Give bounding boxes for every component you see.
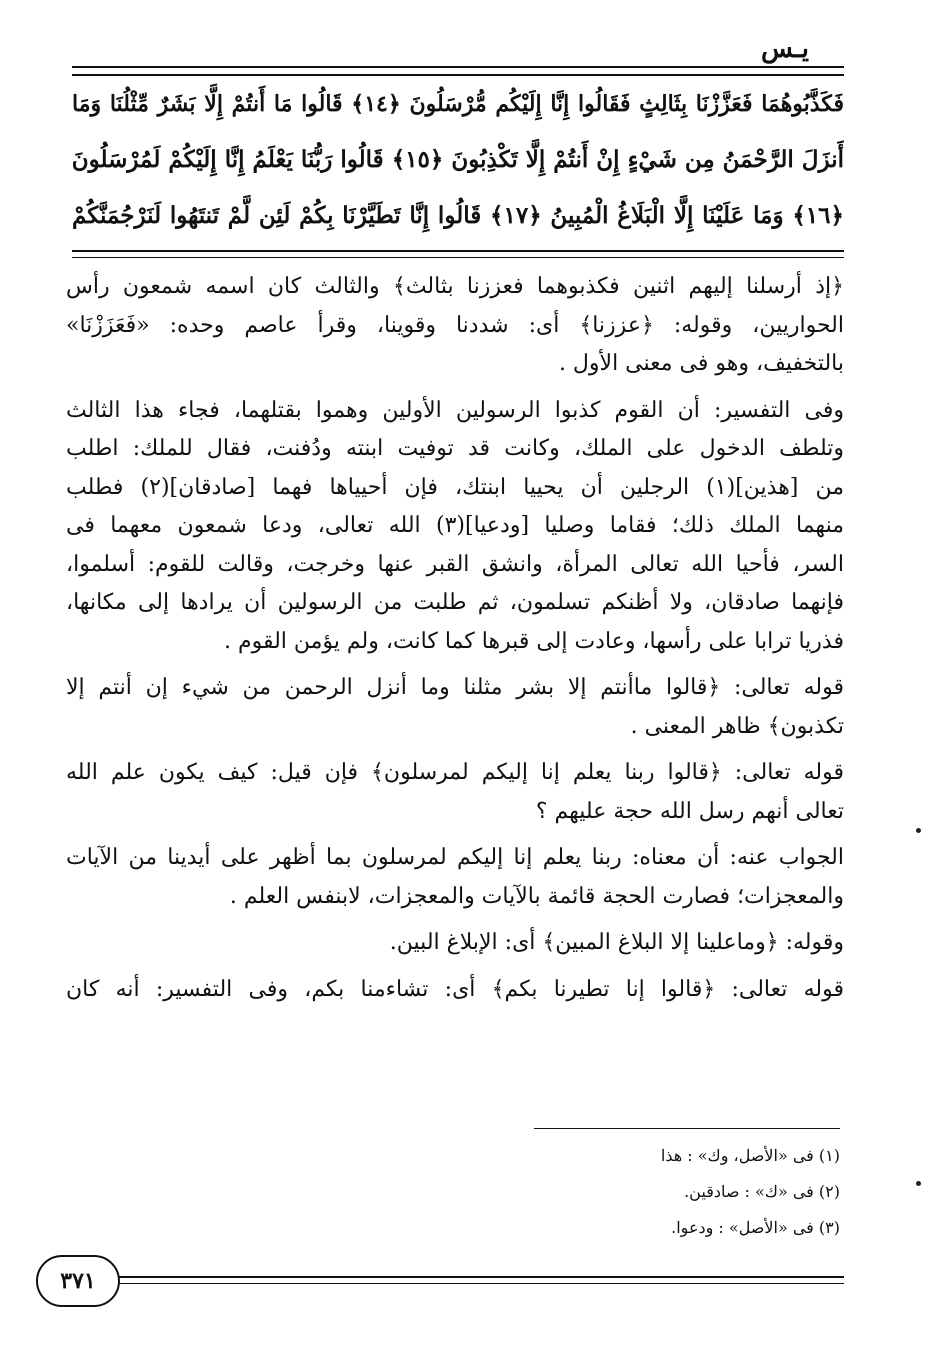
verses-separator-rule [72, 250, 844, 258]
commentary-paragraph [66, 971, 844, 1010]
quran-line: ﴿١٦﴾ وَمَا عَلَيْنَا إِلَّا الْبَلَاغُ الْمُبِينُ ﴿١٧﴾ قَالُوا إِنَّا تَطَيَّرْنَا بِكُمْ لَئِن لَّمْ تَنتَهُوا لَنَرْجُمَنَّكُمْ [72, 202, 844, 229]
scan-speck [916, 828, 921, 833]
text-line: والمعجزات؛ فصارت الحجة قائمة بالآيات والمعجزات، لابنفس العلم . [229, 883, 844, 909]
header-double-rule [72, 66, 844, 76]
footnote: (٢) فى «ك» : صادقين. [684, 1182, 840, 1201]
quran-verses-block [72, 76, 844, 244]
footnote-separator [534, 1128, 840, 1129]
scan-speck [916, 1181, 921, 1186]
footnote: (٣) فى «الأصل» : ودعوا. [671, 1218, 840, 1237]
text-line: فذريا ترابا على رأسها، وعادت إلى قبرها كما كانت، ولم يؤمن القوم . [223, 628, 844, 654]
text-line: الحواريين، وقوله: ﴿عززنا﴾ أى: شددنا وقوينا، وقرأ عاصم وحده: «فَعَزَزْنَا» [66, 312, 844, 338]
text-line: الجواب عنه: أن معناه: ربنا يعلم إنا إليكم لمرسلون بما أظهر على أيدينا من الآيات [66, 845, 844, 870]
surah-name-header: يـس [760, 34, 809, 64]
text-line: تعالى أنهم رسل الله حجة عليهم ؟ [535, 798, 844, 824]
text-line: بالتخفيف، وهو فى معنى الأول . [558, 351, 844, 376]
text-line: منهما الملك ذلك؛ فقاما وصليا [ودعيا](٣) الله تعالى، ودعا شمعون معهما فى [66, 513, 844, 538]
commentary-paragraph [66, 392, 844, 662]
footnotes-block [500, 1138, 840, 1246]
commentary-paragraph [66, 754, 844, 831]
commentary-paragraph [66, 669, 844, 746]
text-line: قوله تعالى: ﴿قالوا ماأنتم إلا بشر مثلنا وما أنزل الرحمن من شيء إن أنتم إلا [66, 675, 844, 700]
text-line: فإنهما صادقان، ولا أظنكم تسلمون، ثم طلبت من الرسولين أن يرادها إلى مكانها، [66, 590, 844, 615]
commentary-paragraph [66, 839, 844, 916]
quran-line: فَكَذَّبُوهُمَا فَعَزَّزْنَا بِثَالِثٍ فَقَالُوا إِنَّا إِلَيْكُم مُّرْسَلُونَ ﴿١٤﴾ قَالُوا مَا أَنتُمْ إِلَّا بَشَرٌ مِّثْلُنَا وَمَا [72, 91, 844, 117]
text-line: تكذبون﴾ ظاهر المعنى . [630, 713, 844, 739]
text-line: السر، فأحيا الله تعالى المرأة، وانشق القبر عنها وخرجت، وقالت للقوم: أسلموا، [66, 551, 844, 577]
text-line: قوله تعالى: ﴿قالوا ربنا يعلم إنا إليكم لمرسلون﴾ فإن قيل: كيف يكون علم الله [66, 760, 844, 785]
page-number: ٣٧١ [36, 1255, 120, 1307]
text-line: ﴿إذ أرسلنا إليهم اثنين فكذبوهما فعززنا بثالث﴾ والثالث كان اسمه شمعون رأس [66, 274, 844, 299]
commentary-paragraph [66, 924, 844, 963]
commentary-body [66, 268, 844, 1017]
footnote: (١) فى «الأصل، وك» : هذا [660, 1146, 840, 1165]
text-line: قوله تعالى: ﴿قالوا إنا تطيرنا بكم﴾ أى: تشاءمنا بكم، وفى التفسير: أنه كان [66, 976, 844, 1002]
footer-double-rule [110, 1276, 844, 1284]
quran-line: أَنزَلَ الرَّحْمَنُ مِن شَيْءٍ إِنْ أَنتُمْ إِلَّا تَكْذِبُونَ ﴿١٥﴾ قَالُوا رَبُّنَا يَعْلَمُ إِنَّا إِلَيْكُمْ لَمُرْسَلُونَ [72, 146, 844, 173]
text-line: وفى التفسير: أن القوم كذبوا الرسولين الأولين وهموا بقتلهما، فجاء هذا الثالث [66, 397, 844, 423]
commentary-paragraph [66, 268, 844, 384]
text-line: وتلطف الدخول على الملك، وكانت قد توفيت ابنته ودُفنت، فقال للملك: اطلب [66, 436, 844, 461]
text-line: وقوله: ﴿وماعلينا إلا البلاغ المبين﴾ أى: الإبلاغ البين. [389, 930, 844, 955]
text-line: من [هذين](١) الرجلين أن يحييا ابنتك، فإن أحيياها فهما [صادقان](٢) فطلب [66, 474, 844, 500]
